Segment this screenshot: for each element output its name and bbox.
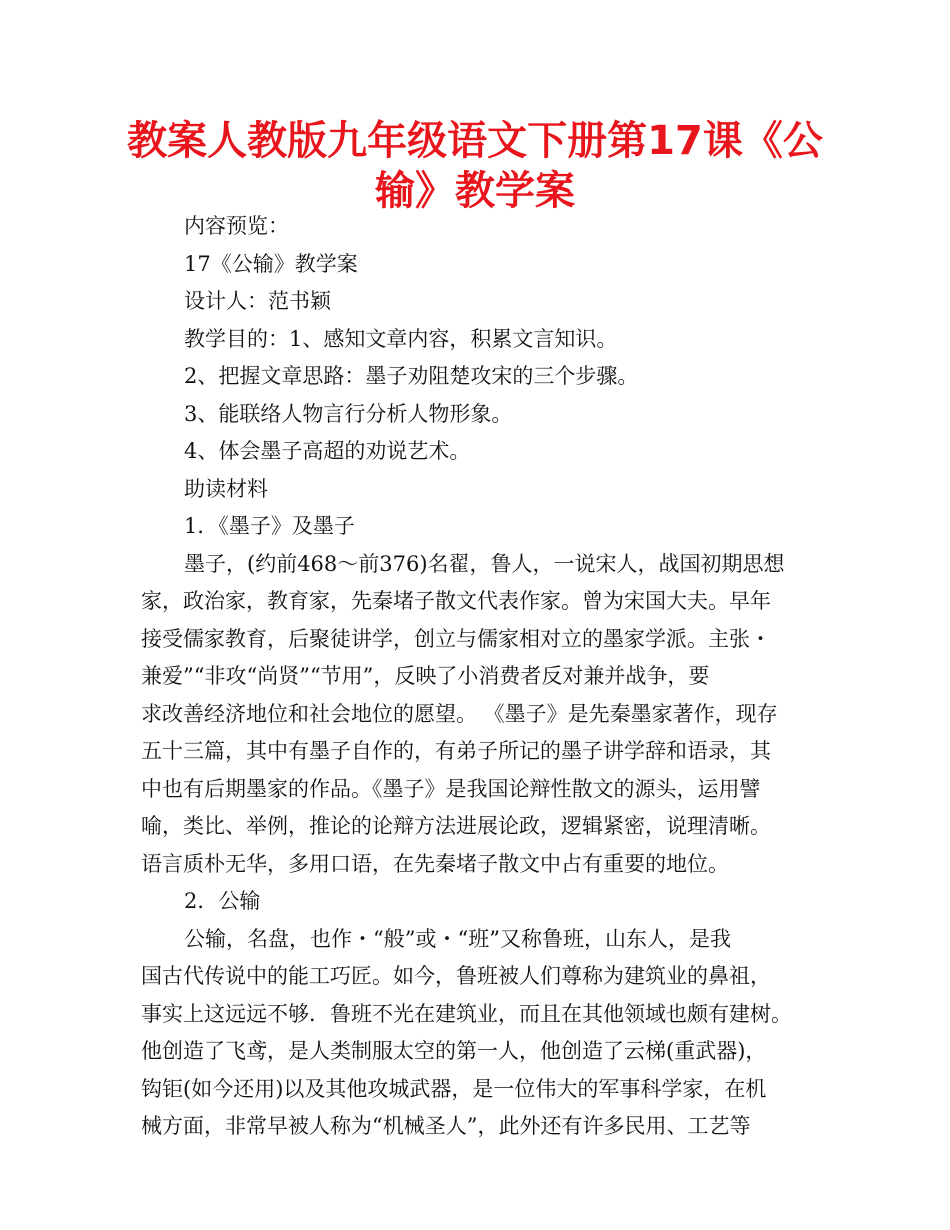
paragraph-line: 墨子，(约前468～前376)名翟，鲁人，一说宋人，战国初期思想 — [184, 551, 785, 576]
section-1-heading: 1．《墨子》及墨子 — [184, 514, 355, 538]
paragraph-line: 中也有后期墨家的作品。《墨子》是我国论辩性散文的源头，运用譬 — [141, 776, 761, 801]
paragraph-line: 公输，名盘，也作・“般”或・“班”又称鲁班，山东人，是我 — [184, 926, 731, 951]
objective-2: 2、把握文章思路：墨子劝阻楚攻宋的三个步骤。 — [184, 364, 639, 388]
objective-3: 3、能联络人物言行分析人物形象。 — [184, 401, 513, 426]
paragraph-line: 求改善经济地位和社会地位的愿望。 《墨子》是先秦墨家著作，现存 — [141, 701, 778, 726]
paragraph-line: 兼爱”“非攻“尚贤”“节用”，反映了小消费者反对兼并战争，要 — [141, 664, 710, 688]
paragraph-line: 五十三篇，其中有墨子自作的，有弟子所记的墨子讲学辞和语录，其 — [141, 739, 771, 763]
content-preview-label: 内容预览： — [184, 214, 289, 238]
mozi-paragraph — [141, 546, 821, 884]
paragraph-line: 家，政治家，教育家，先秦堵子散文代表作家。曾为宋国大夫。早年 — [141, 589, 771, 613]
document-body — [141, 208, 821, 1146]
reading-materials-heading: 助读材料 — [184, 476, 268, 501]
paragraph-line: 接受儒家教育，后聚徒讲学，创立与儒家相对立的墨家学派。主张・ — [141, 626, 771, 651]
objective-1: 教学目的：1、感知文章内容，积累文言知识。 — [184, 326, 618, 351]
gongshu-paragraph — [141, 921, 821, 1146]
paragraph-line: 喻，类比、举例，推论的论辩方法进展论政，逻辑紧密，说理清晰。 — [141, 814, 771, 838]
designer-line: 设计人：范书颖 — [184, 289, 331, 313]
paragraph-line: 国古代传说中的能工巧匠。如今，鲁班被人们尊称为建筑业的鼻祖， — [141, 964, 771, 988]
paragraph-line: 钩钜(如今还用)以及其他攻城武器，是一位伟大的军事科学家，在机 — [141, 1076, 767, 1101]
title-line-2: 输》教学案 — [375, 168, 575, 214]
objective-4: 4、体会墨子高超的劝说艺术。 — [184, 439, 471, 463]
paragraph-line: 械方面，非常早被人称为“机械圣人”，此外还有许多民用、工艺等 — [141, 1114, 751, 1138]
paragraph-line: 事实上这远远不够．鲁班不光在建筑业，而且在其他领域也颇有建树。 — [141, 1001, 792, 1026]
lesson-title: 17《公输》教学案 — [184, 251, 358, 276]
document-title — [120, 116, 830, 216]
title-line-1: 教案人教版九年级语文下册第17课《公 — [127, 118, 823, 164]
paragraph-line: 语言质朴无华，多用口语，在先秦堵子散文中占有重要的地位。 — [141, 851, 729, 876]
paragraph-line: 他创造了飞鸢，是人类制服太空的第一人，他创造了云梯(重武器)， — [141, 1039, 767, 1063]
section-2-heading: 2．公输 — [184, 889, 261, 913]
